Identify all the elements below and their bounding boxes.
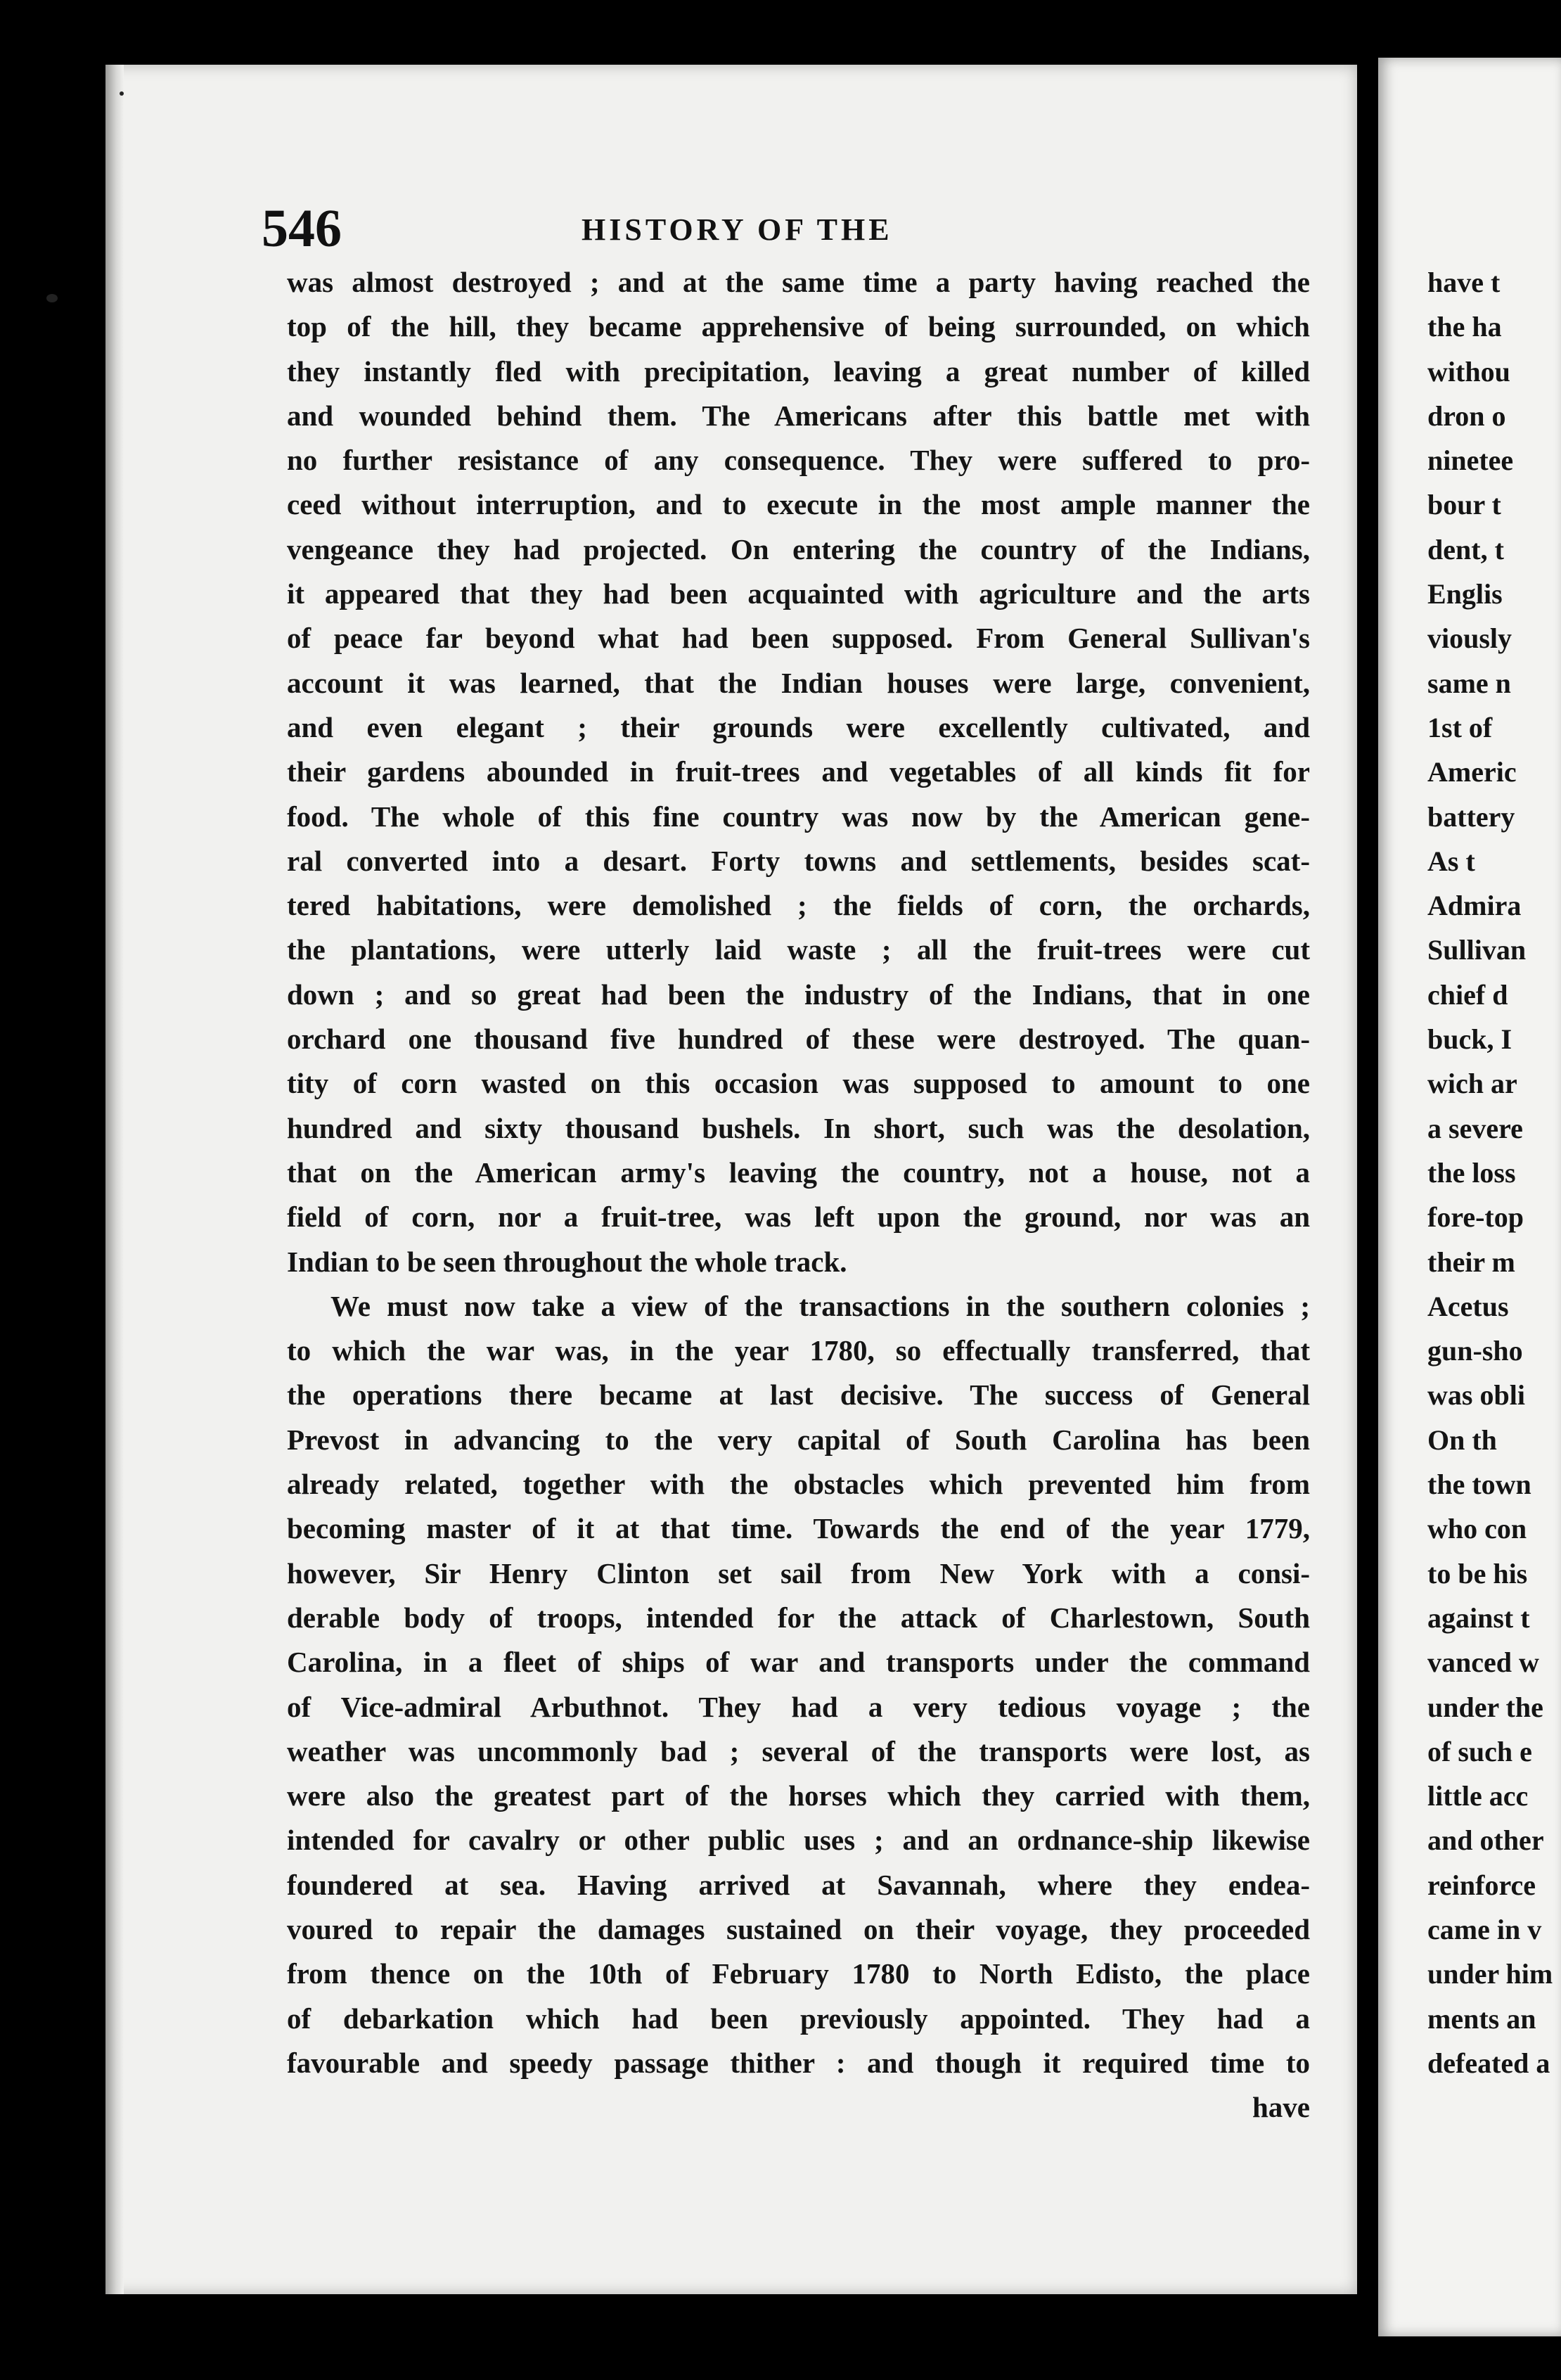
text-line: of peace far beyond what had been supposed. From General Sullivan's <box>287 622 1310 655</box>
text-line: field of corn, nor a fruit-tree, was left upon the ground, nor was an <box>287 1201 1310 1234</box>
text-line: chief d <box>1427 978 1508 1011</box>
text-line: the ha <box>1427 311 1502 343</box>
text-line: Prevost in advancing to the very capital of South Carolina has been <box>287 1423 1310 1456</box>
right-page-body-fragment <box>1427 260 1561 2085</box>
text-line: foundered at sea. Having arrived at Savannah, where they endea- <box>287 1868 1310 1901</box>
text-line: and even elegant ; their grounds were excellently cultivated, and <box>287 710 1310 743</box>
text-line: to which the war was, in the year 1780, so effectually transferred, that <box>287 1334 1310 1367</box>
text-line: they instantly fled with precipitation, leaving a great number of killed <box>287 354 1310 388</box>
text-line: tered habitations, were demolished ; the fields of corn, the orchards, <box>287 889 1310 922</box>
text-line: On th <box>1427 1423 1497 1456</box>
text-line: their gardens abounded in fruit-trees and vegetables of all kinds fit for <box>287 755 1310 788</box>
text-line: came in v <box>1427 1913 1542 1945</box>
scan-speck <box>46 294 58 302</box>
text-line: withou <box>1427 355 1510 388</box>
text-line: ceed without interruption, and to execute in the most ample manner the <box>287 488 1310 521</box>
text-line: favourable and speedy passage thither : and though it required time to <box>287 2046 1310 2079</box>
text-line: weather was uncommonly bad ; several of the transports were lost, as <box>287 1734 1310 1767</box>
text-line: derable body of troops, intended for the attack of Charlestown, South <box>287 1601 1310 1634</box>
text-line: it appeared that they had been acquainted with agriculture and the arts <box>287 577 1310 610</box>
running-head <box>262 200 1316 257</box>
text-line: food. The whole of this fine country was now by the American gene- <box>287 800 1310 833</box>
text-line: the plantations, were utterly laid waste ; all the fruit-trees were cut <box>287 933 1310 966</box>
text-line: down ; and so great had been the industry of the Indians, that in one <box>287 978 1310 1011</box>
text-line: no further resistance of any consequence. They were suffered to pro- <box>287 444 1310 477</box>
text-line: 1st of <box>1427 711 1493 743</box>
text-line: Carolina, in a fleet of ships of war and transports under the command <box>287 1646 1310 1679</box>
text-line: was almost destroyed ; and at the same time a party having reached the <box>287 266 1310 298</box>
text-line: the town <box>1427 1469 1531 1501</box>
text-line: of debarkation which had been previously appointed. They had a <box>287 2002 1310 2035</box>
left-page-body <box>287 260 1310 2130</box>
text-line: bour t <box>1427 489 1501 521</box>
text-line: orchard one thousand five hundred of these were destroyed. The quan- <box>287 1023 1310 1056</box>
text-line: under him <box>1427 1958 1553 1990</box>
text-line: was obli <box>1427 1379 1525 1412</box>
text-line: to be his <box>1427 1557 1528 1589</box>
running-head-title: HISTORY OF THE <box>582 212 893 247</box>
text-line: Englis <box>1427 578 1503 610</box>
text-line: top of the hill, they became apprehensive of being surrounded, on which <box>287 310 1310 343</box>
text-line: tity of corn wasted on this occasion was supposed to amount to one <box>287 1067 1310 1100</box>
text-line: battery <box>1427 800 1515 833</box>
text-line: Indian to be seen throughout the whole track. <box>287 1245 847 1278</box>
text-line: against t <box>1427 1601 1530 1634</box>
text-line: wich ar <box>1427 1068 1517 1100</box>
text-line: vanced w <box>1427 1646 1539 1679</box>
text-line: Sullivan <box>1427 934 1527 966</box>
text-line: reinforce <box>1427 1869 1536 1901</box>
text-line: ninetee <box>1427 444 1514 477</box>
catchword: have <box>1252 2091 1310 2124</box>
text-line: under the <box>1427 1691 1543 1723</box>
text-line: account it was learned, that the Indian houses were large, convenient, <box>287 666 1310 699</box>
text-line: gun-sho <box>1427 1335 1523 1367</box>
text-line: have t <box>1427 267 1501 298</box>
text-line: defeated a <box>1427 2047 1550 2079</box>
text-line: We must now take a view of the transactions in the southern colonies ; <box>330 1289 1310 1322</box>
text-line: same n <box>1427 667 1511 699</box>
text-line: ments an <box>1427 2002 1536 2035</box>
text-line: dron o <box>1427 399 1506 432</box>
text-line: As t <box>1427 845 1475 877</box>
text-line: were also the greatest part of the horses which they carried with them, <box>287 1779 1310 1812</box>
text-line: Americ <box>1427 756 1517 788</box>
text-line: and other <box>1427 1824 1544 1857</box>
text-line: Acetus <box>1427 1290 1509 1322</box>
text-line: of such e <box>1427 1735 1532 1767</box>
left-page-gutter-shadow <box>105 65 124 2294</box>
text-line: fore-top <box>1427 1201 1524 1234</box>
page-number: 546 <box>262 199 342 258</box>
text-line: the loss <box>1427 1156 1516 1189</box>
text-line: a severe <box>1427 1112 1523 1144</box>
text-line: from thence on the 10th of February 1780 to North Edisto, the place <box>287 1957 1310 1990</box>
text-line: hundred and sixty thousand bushels. In short, such was the desolation, <box>287 1111 1310 1144</box>
text-line: becoming master of it at that time. Towards the end of the year 1779, <box>287 1512 1310 1545</box>
text-line: little acc <box>1427 1780 1529 1812</box>
text-line: dent, t <box>1427 533 1504 565</box>
text-line: the operations there became at last decisive. The success of General <box>287 1378 1310 1412</box>
text-line: and wounded behind them. The Americans after this battle met with <box>287 399 1310 432</box>
text-line: of Vice-admiral Arbuthnot. They had a very tedious voyage ; the <box>287 1690 1310 1723</box>
text-line: however, Sir Henry Clinton set sail from New York with a consi- <box>287 1556 1310 1589</box>
text-line: buck, I <box>1427 1023 1512 1056</box>
text-line: already related, together with the obstacles which prevented him from <box>287 1468 1310 1501</box>
text-line: their m <box>1427 1246 1515 1278</box>
text-line: intended for cavalry or other public uses ; and an ordnance-ship likewise <box>287 1824 1310 1857</box>
text-line: viously <box>1427 622 1512 655</box>
text-line: that on the American army's leaving the country, not a house, not a <box>287 1156 1310 1189</box>
text-line: Admira <box>1427 890 1522 922</box>
scan-speck <box>120 91 124 96</box>
text-line: vengeance they had projected. On entering the country of the Indians, <box>287 532 1310 565</box>
text-line: voured to repair the damages sustained on their voyage, they proceeded <box>287 1912 1310 1945</box>
text-line: who con <box>1427 1513 1527 1545</box>
text-line: ral converted into a desart. Forty towns and settlements, besides scat- <box>287 844 1310 877</box>
